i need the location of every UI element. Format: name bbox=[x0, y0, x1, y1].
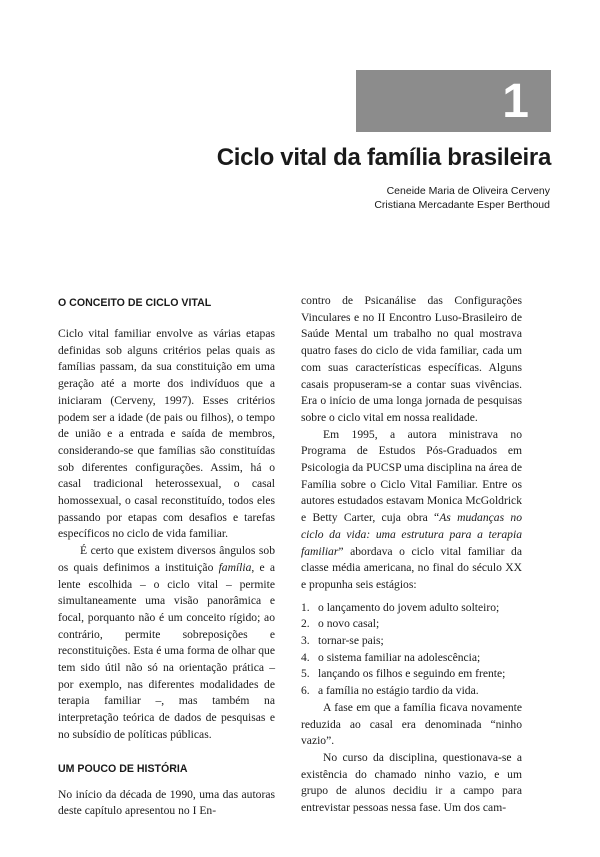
paragraph: É certo que existem diversos ângulos sob os quais definimos a instituição família, e a lente escolhida – o ciclo vital – permite simultaneamente uma visão panorâmica e focal, porquanto não é um conceito rígido; ao contrário, permite sobreposições e reconstituições. Esta é uma forma de olhar que tem sido útil não só na orientação prática – por exemplo, nas diferentes modalidades de terapia familiar –, mas também na interpretação teórica de dados de pesquisas e no subsídio de políticas públicas. bbox=[58, 544, 275, 741]
paragraph: Em 1995, a autora ministrava no Programa de Estudos Pós-Graduados em Psicologia da PUCSP uma disciplina na área de Família sobre o Ciclo Vital Familiar. Entre os autores estudados estavam Monica McGoldrick e Betty Carter, cuja obra “As mudanças no ciclo da vida: uma estrutura para a terapia familiar” abordava o ciclo vital familiar da classe média americana, no final do século XX e propunha seis estágios: bbox=[301, 427, 522, 591]
section-heading-concept: O CONCEITO DE CICLO VITAL bbox=[58, 297, 212, 309]
paragraph: contro de Psicanálise das Configurações Vinculares e no II Encontro Luso-Brasileiro de Saúde Mental um trabalho no qual mostrava quatro fases do ciclo de vida familiar, cada um com suas características específicas. Alguns casais propuseram-se a contar suas vivências. Era o início de uma longa jornada de pesquisas sobre o ciclo vital em nossa realidade. bbox=[301, 294, 522, 424]
author-1: Ceneide Maria de Oliveira Cerveny bbox=[386, 185, 550, 197]
list-item: 4. o sistema familiar na adolescência; bbox=[301, 650, 481, 664]
authors bbox=[374, 184, 550, 212]
book-title: As mudanças no ciclo da vida: uma estrutura para a terapia familiar bbox=[301, 511, 522, 558]
chapter-number: 1 bbox=[502, 75, 529, 128]
italic-term: família bbox=[218, 560, 252, 574]
list-item: 1. o lançamento do jovem adulto solteiro; bbox=[301, 600, 500, 614]
paragraph: A fase em que a família ficava novamente reduzida ao casal era denominada “ninho vazio”. bbox=[301, 700, 522, 748]
paragraph: No início da década de 1990, uma das autoras deste capítulo apresentou no I En- bbox=[58, 787, 275, 818]
paragraph: Ciclo vital familiar envolve as várias etapas definidas sob alguns critérios pelas quais as famílias passam, da sua constituição em uma geração até a morte dos indivíduos que a iniciaram (Cerveny, 1997). Esses critérios podem ser a idade (de pais ou filhos), o tempo de união e a entrada e saída de membros, considerando-se que famílias são constituídas sob diferentes configurações. Assim, há o casal tradicional heterossexual, o casal homossexual, o casal reconstituído, todos eles passando por etapas com desafios e tarefas específicos no ciclo de vida familiar. bbox=[58, 327, 275, 541]
list-item: 5. lançando os filhos e seguindo em frente; bbox=[301, 667, 506, 681]
paragraph: No curso da disciplina, questionava-se a existência do chamado ninho vazio, e um grupo de alunos decidiu ir a campo para entrevistar pessoas nessa fase. Um dos cam- bbox=[301, 750, 522, 815]
author-2: Cristiana Mercadante Esper Berthoud bbox=[374, 199, 550, 211]
list-item: 2. o novo casal; bbox=[301, 617, 380, 631]
list-item: 3. tornar-se pais; bbox=[301, 634, 384, 648]
right-column bbox=[301, 293, 522, 817]
stages-list bbox=[301, 600, 522, 700]
section-heading-history: UM POUCO DE HISTÓRIA bbox=[58, 762, 188, 775]
chapter-number-box bbox=[356, 70, 551, 132]
left-column bbox=[58, 296, 275, 820]
list-item: 6. a família no estágio tardio da vida. bbox=[301, 684, 479, 698]
chapter-title: Ciclo vital da família brasileira bbox=[216, 144, 551, 171]
